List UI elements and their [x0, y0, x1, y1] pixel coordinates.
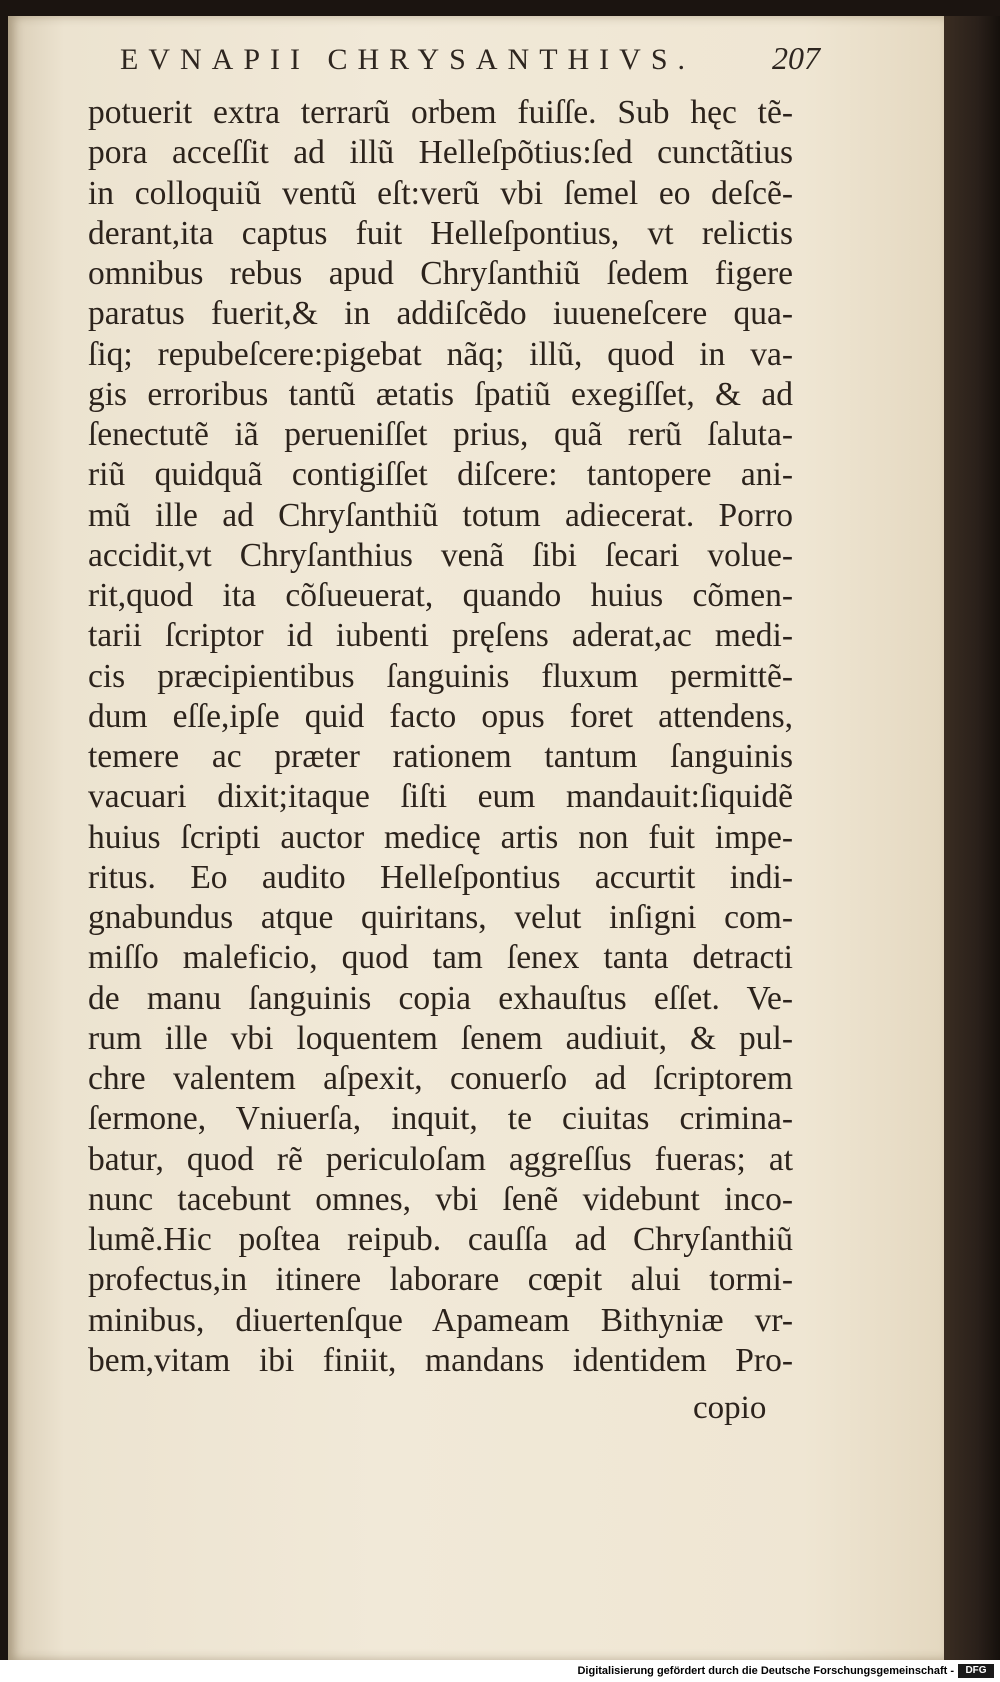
text-line: ſiq; repubeſcere:pigebat nãq; illũ, quod in va-: [88, 335, 793, 373]
text-line: batur, quod rẽ periculoſam aggreſſus fueras; at: [88, 1140, 793, 1178]
text-line: profectus,in itinere laborare cœpit alui tormi-: [88, 1261, 793, 1299]
page-number: 207: [772, 40, 820, 76]
text-line: cis præcipientibus ſanguinis fluxum permittẽ-: [88, 657, 793, 695]
text-line: ſermone, Vniuerſa, inquit, te ciuitas crimina-: [88, 1100, 793, 1138]
text-line: chre valentem aſpexit, conuerſo ad ſcriptorem: [88, 1060, 793, 1097]
text-line: tarii ſcriptor id iubenti pręſens aderat,ac medi-: [88, 617, 793, 655]
text-line: pora acceſſit ad illũ Helleſpõtius:ſed cunctãtius: [88, 134, 793, 172]
text-line: nunc tacebunt omnes, vbi ſenẽ videbunt inco-: [88, 1180, 793, 1218]
text-line: bem,vitam ibi finiit, mandans identidem Pro-: [88, 1341, 793, 1379]
text-line: vacuari dixit;itaque ſiſti eum mandauit:ſiquidẽ: [88, 778, 793, 816]
text-line: derant,ita captus fuit Helleſpontius, vt relictis: [88, 214, 793, 252]
text-line: temere ac præter rationem tantum ſanguinis: [88, 738, 793, 775]
text-line: rit,quod ita cõſueuerat, quando huius cõmen-: [88, 577, 793, 614]
text-line: miſſo maleficio, quod tam ſenex tanta detracti: [88, 939, 793, 977]
text-line: rum ille vbi loquentem ſenem audiuit, & pul-: [88, 1019, 793, 1057]
text-line: mũ ille ad Chryſanthiũ totum adiecerat. Porro: [88, 496, 793, 534]
dfg-logo: DFG: [958, 1664, 994, 1678]
running-head: [120, 40, 820, 77]
text-line: lumẽ.Hic poſtea reipub. cauſſa ad Chryſanthiũ: [88, 1221, 793, 1258]
text-line: omnibus rebus apud Chryſanthiũ ſedem figere: [88, 255, 793, 292]
text-line: ſenectutẽ iã perueniſſet prius, quã rerũ ſaluta-: [88, 416, 793, 453]
text-line: de manu ſanguinis copia exhauſtus eſſet. Ve-: [88, 979, 793, 1017]
catchword: copio: [693, 1390, 767, 1426]
running-title: EVNAPII CHRYSANTHIVS.: [120, 43, 696, 76]
text-line: gis erroribus tantũ ætatis ſpatiũ exegiſſet, & ad: [88, 375, 793, 413]
digitization-credit: Digitalisierung gefördert durch die Deutsche Forschungsgemeinschaft -: [577, 1665, 954, 1677]
text-line: ritus. Eo audito Helleſpontius accurtit indi-: [88, 858, 793, 896]
text-line: riũ quidquã contigiſſet diſcere: tantopere ani-: [88, 456, 793, 494]
text-line: potuerit extra terrarũ orbem fuiſſe. Sub hęc tẽ-: [88, 94, 793, 131]
text-line: huius ſcripti auctor medicę artis non fuit impe-: [88, 818, 793, 856]
text-line: gnabundus atque quiritans, velut inſigni com-: [88, 899, 793, 936]
text-line: minibus, diuertenſque Apameam Bithyniæ vr-: [88, 1301, 793, 1339]
body-text: [88, 93, 793, 1381]
text-line: accidit,vt Chryſanthius venã ſibi ſecari volue-: [88, 536, 793, 574]
text-line: dum eſſe,ipſe quid facto opus foret attendens,: [88, 697, 793, 735]
book-edge: [944, 16, 1000, 1660]
text-line: paratus fuerit,& in addiſcẽdo iuueneſcere qua-: [88, 295, 793, 333]
text-line: in colloquiũ ventũ eſt:verũ vbi ſemel eo deſcẽ-: [88, 174, 793, 212]
